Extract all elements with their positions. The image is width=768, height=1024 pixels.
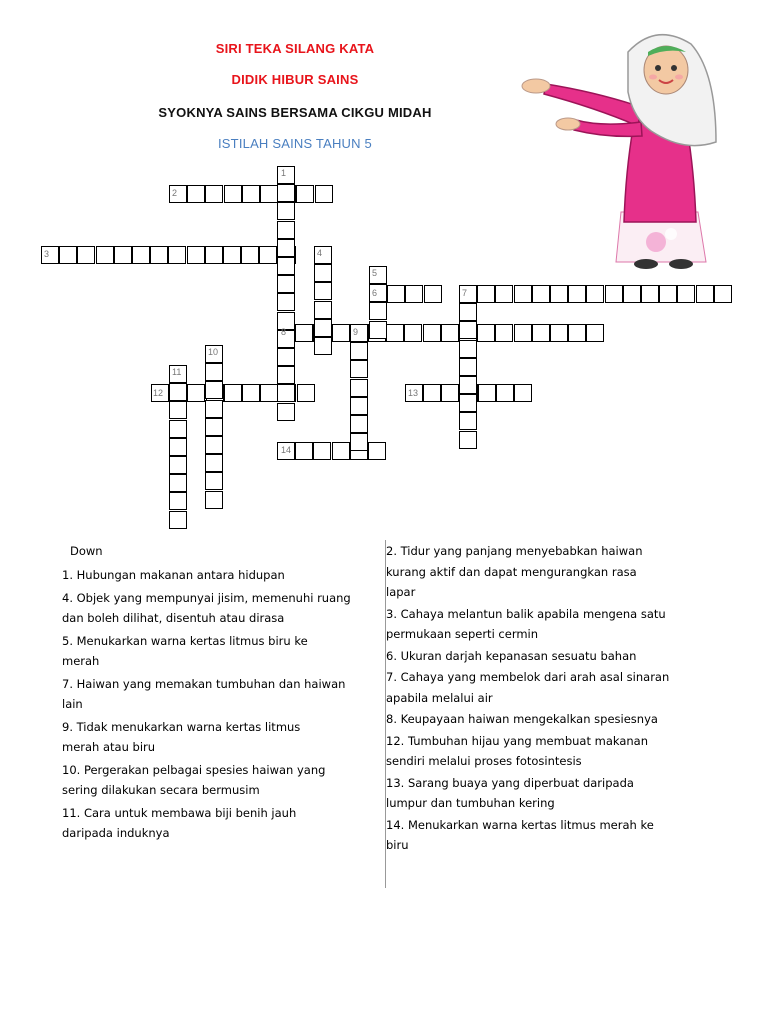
clue-line: 13. Sarang buaya yang diperbuat daripada: [386, 775, 634, 790]
clue-number: 6: [372, 288, 378, 298]
crossword-cell[interactable]: [350, 415, 368, 433]
crossword-cell[interactable]: [495, 285, 513, 303]
clue-line: daripada induknya: [62, 826, 170, 840]
crossword-cell[interactable]: [187, 185, 205, 203]
clue-line: 8. Keupayaan haiwan mengekalkan spesiesnya: [386, 712, 658, 726]
crossword-cell[interactable]: [441, 384, 459, 402]
crossword-cell[interactable]: [260, 384, 278, 402]
crossword-cell[interactable]: [459, 340, 477, 358]
crossword-cell[interactable]: [714, 285, 732, 303]
crossword-cell[interactable]: [114, 246, 132, 264]
clue-item: [62, 760, 380, 800]
clue-item: [386, 731, 716, 772]
clue-number: 12: [153, 388, 164, 398]
crossword-cell[interactable]: [205, 418, 223, 436]
crossword-cell[interactable]: [387, 285, 405, 303]
clue-number: 14: [281, 445, 292, 455]
crossword-cell[interactable]: [314, 264, 332, 282]
crossword-cell[interactable]: [277, 257, 295, 275]
crossword-cell[interactable]: [568, 285, 586, 303]
clue-line: 12. Tumbuhan hijau yang membuat makanan: [386, 733, 649, 748]
clue-line: 7. Cahaya yang membelok dari arah asal sinaran: [386, 670, 670, 684]
clue-line: kurang aktif dan dapat mengurangkan rasa: [386, 564, 637, 579]
clue-number: 1: [281, 168, 287, 178]
clue-number: 8: [281, 327, 287, 337]
clue-item: [386, 773, 716, 814]
crossword-cell[interactable]: [459, 431, 477, 449]
clue-line: 9. Tidak menukarkan warna kertas litmus: [62, 720, 301, 734]
clue-line: 6. Ukuran darjah kepanasan sesuatu bahan: [386, 648, 637, 663]
crossword-cell[interactable]: [96, 246, 114, 264]
down-heading: Down: [70, 544, 103, 558]
clue-item: [386, 541, 716, 603]
crossword-cell[interactable]: [277, 403, 295, 421]
crossword-cell[interactable]: [296, 185, 314, 203]
crossword-cell[interactable]: [459, 321, 477, 339]
crossword-cell[interactable]: [368, 442, 386, 460]
crossword-cell[interactable]: [205, 472, 223, 490]
crossword-cell[interactable]: [241, 246, 259, 264]
crossword-cell[interactable]: [169, 456, 187, 474]
clue-number: 10: [208, 347, 219, 357]
clue-item: [62, 674, 380, 714]
crossword-cell[interactable]: [169, 438, 187, 456]
crossword-cell[interactable]: [314, 319, 332, 337]
crossword-cell[interactable]: [150, 246, 168, 264]
crossword-cell[interactable]: [77, 246, 95, 264]
title-author-line: SYOKNYA SAINS BERSAMA CIKGU MIDAH: [158, 105, 432, 120]
crossword-cell[interactable]: [495, 324, 513, 342]
crossword-cell[interactable]: [423, 384, 441, 402]
crossword-cell[interactable]: [277, 221, 295, 239]
crossword-cell[interactable]: [205, 363, 223, 381]
crossword-cell[interactable]: [404, 324, 422, 342]
crossword-cell[interactable]: [223, 246, 241, 264]
crossword-cell[interactable]: [277, 384, 295, 402]
girl-teacher-pointing-icon: [516, 22, 736, 272]
crossword-cell[interactable]: [369, 302, 387, 320]
crossword-cell[interactable]: [277, 202, 295, 220]
crossword-cell[interactable]: [459, 394, 477, 412]
clue-line: sering dilakukan secara bermusim: [62, 783, 260, 797]
crossword-cell[interactable]: [659, 285, 677, 303]
crossword-cell[interactable]: [313, 442, 331, 460]
clue-line: permukaan seperti cermin: [386, 627, 539, 641]
clue-line: 4. Objek yang mempunyai jisim, memenuhi ruang: [62, 591, 351, 605]
clue-line: 1. Hubungan makanan antara hidupan: [62, 568, 285, 582]
crossword-cell[interactable]: [169, 474, 187, 492]
clues-down: [62, 541, 380, 846]
clue-line: biru: [386, 838, 409, 852]
crossword-cell[interactable]: [132, 246, 150, 264]
clue-number: 4: [317, 248, 323, 258]
crossword-cell[interactable]: [205, 400, 223, 418]
crossword-cell[interactable]: [205, 436, 223, 454]
crossword-cell[interactable]: [187, 246, 205, 264]
title-series: SIRI TEKA SILANG KATA: [215, 41, 375, 56]
crossword-cell[interactable]: [169, 401, 187, 419]
crossword-cell[interactable]: [277, 275, 295, 293]
crossword-cell[interactable]: [550, 324, 568, 342]
clue-line: 10. Pergerakan pelbagai spesies haiwan yang: [62, 763, 326, 777]
clue-item: [386, 815, 716, 856]
clue-line: 5. Menukarkan warna kertas litmus biru ke: [62, 634, 308, 648]
crossword-cell[interactable]: [332, 442, 350, 460]
clue-number: 7: [462, 288, 468, 298]
crossword-cell[interactable]: [696, 285, 714, 303]
crossword-cell[interactable]: [350, 397, 368, 415]
crossword-cell[interactable]: [423, 324, 441, 342]
crossword-cell[interactable]: [314, 282, 332, 300]
clue-item: [62, 803, 380, 843]
crossword-cell[interactable]: [295, 442, 313, 460]
title-topic: ISTILAH SAINS TAHUN 5: [218, 136, 372, 151]
crossword-cell[interactable]: [478, 384, 496, 402]
clue-line: 2. Tidur yang panjang menyebabkan haiwan: [386, 544, 643, 558]
crossword-cell[interactable]: [242, 185, 260, 203]
clue-number: 3: [44, 249, 50, 259]
clue-line: lumpur dan tumbuhan kering: [386, 796, 555, 810]
crossword-cell[interactable]: [441, 324, 459, 342]
crossword-cell[interactable]: [297, 384, 315, 402]
clue-line: dan boleh dilihat, disentuh atau dirasa: [62, 611, 285, 625]
crossword-cell[interactable]: [369, 321, 387, 339]
crossword-cell[interactable]: [586, 285, 604, 303]
crossword-cell[interactable]: [277, 293, 295, 311]
crossword-cell[interactable]: [405, 285, 423, 303]
crossword-cell[interactable]: [424, 285, 442, 303]
clue-number: 13: [408, 388, 419, 398]
crossword-cell[interactable]: [315, 185, 333, 203]
clue-item: [62, 565, 380, 585]
crossword-cell[interactable]: [259, 246, 277, 264]
crossword-cell[interactable]: [459, 303, 477, 321]
crossword-cell[interactable]: [496, 384, 514, 402]
crossword-cell[interactable]: [459, 376, 477, 394]
clue-line: lapar: [386, 585, 416, 599]
crossword-cell[interactable]: [169, 511, 187, 529]
clue-item: [62, 588, 380, 628]
crossword-cell[interactable]: [605, 285, 623, 303]
crossword-cell[interactable]: [477, 324, 495, 342]
crossword-cell[interactable]: [350, 433, 368, 451]
clue-line: merah atau biru: [62, 740, 156, 754]
crossword-cell[interactable]: [277, 239, 295, 257]
crossword-cell[interactable]: [623, 285, 641, 303]
clue-line: 11. Cara untuk membawa biji benih jauh: [62, 806, 297, 820]
clue-line: lain: [62, 697, 83, 711]
crossword-cell[interactable]: [459, 412, 477, 430]
crossword-cell[interactable]: [277, 184, 295, 202]
crossword-cell[interactable]: [350, 342, 368, 360]
crossword-cell[interactable]: [350, 379, 368, 397]
crossword-cell[interactable]: [168, 246, 186, 264]
crossword-cell[interactable]: [350, 360, 368, 378]
crossword-cell[interactable]: [568, 324, 586, 342]
crossword-cell[interactable]: [386, 324, 404, 342]
clue-number: 5: [372, 268, 378, 278]
clue-item: [62, 717, 380, 757]
crossword-cell[interactable]: [459, 358, 477, 376]
title-subtitle: DIDIK HIBUR SAINS: [231, 72, 359, 87]
crossword-cell[interactable]: [59, 246, 77, 264]
crossword-cell[interactable]: [224, 384, 242, 402]
crossword-cell[interactable]: [205, 246, 223, 264]
crossword-cell[interactable]: [641, 285, 659, 303]
crossword-cell[interactable]: [169, 383, 187, 401]
crossword-cell[interactable]: [277, 366, 295, 384]
clue-item: [62, 631, 380, 671]
crossword-cell[interactable]: [277, 348, 295, 366]
clue-number: 11: [172, 367, 182, 377]
clue-line: merah: [62, 654, 100, 668]
crossword-cell[interactable]: [260, 185, 278, 203]
clue-item: [386, 667, 716, 708]
crossword-cell[interactable]: [187, 384, 205, 402]
clue-line: 3. Cahaya melantun balik apabila mengena satu: [386, 606, 666, 621]
crossword-cell[interactable]: [242, 384, 260, 402]
crossword-cell[interactable]: [314, 301, 332, 319]
crossword-cell[interactable]: [205, 381, 223, 399]
clue-line: apabila melalui air: [386, 690, 493, 705]
crossword-cell[interactable]: [677, 285, 695, 303]
crossword-cell[interactable]: [205, 454, 223, 472]
clue-line: sendiri melalui proses fotosintesis: [386, 754, 582, 768]
clue-item: [386, 709, 716, 730]
crossword-cell[interactable]: [332, 324, 350, 342]
crossword-cell[interactable]: [514, 324, 532, 342]
clues-across: [386, 541, 716, 857]
crossword-cell[interactable]: [532, 285, 550, 303]
clue-line: 14. Menukarkan warna kertas litmus merah ke: [386, 817, 654, 832]
clue-line: 7. Haiwan yang memakan tumbuhan dan haiwan: [62, 677, 346, 691]
clue-number: 2: [172, 188, 178, 198]
clue-item: [386, 646, 716, 667]
crossword-cell[interactable]: [205, 185, 223, 203]
clue-number: 9: [353, 327, 359, 337]
crossword-cell[interactable]: [169, 492, 187, 510]
crossword-cell[interactable]: [514, 285, 532, 303]
crossword-cell[interactable]: [477, 285, 495, 303]
crossword-cell[interactable]: [550, 285, 568, 303]
crossword-cell[interactable]: [314, 337, 332, 355]
crossword-cell[interactable]: [532, 324, 550, 342]
crossword-cell[interactable]: [205, 491, 223, 509]
crossword-cell[interactable]: [224, 185, 242, 203]
crossword-cell[interactable]: [295, 324, 313, 342]
crossword-cell[interactable]: [514, 384, 532, 402]
clue-item: [386, 604, 716, 645]
crossword-cell[interactable]: [586, 324, 604, 342]
crossword-cell[interactable]: [169, 420, 187, 438]
